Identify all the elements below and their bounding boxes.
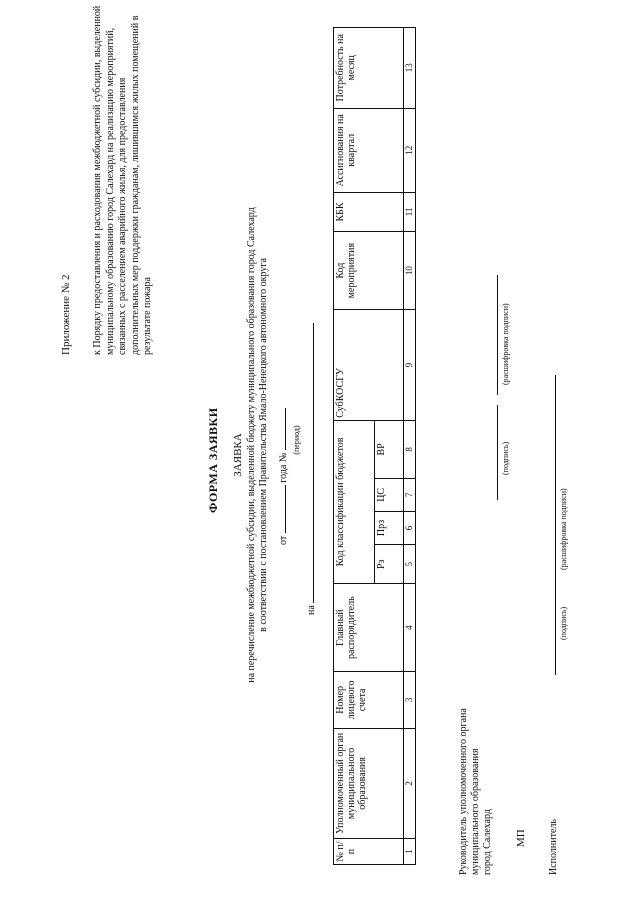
executor-label: Исполнитель (548, 819, 559, 875)
col-number: 11 (404, 192, 416, 231)
head-decode-line (497, 275, 498, 395)
header-prz: Прз (375, 511, 404, 545)
table-number-row (404, 28, 416, 865)
col-number: 13 (404, 28, 416, 109)
col-number: 4 (404, 584, 416, 672)
col-number: 6 (404, 511, 416, 545)
year-label: года № (278, 452, 289, 483)
date-blank (275, 485, 286, 533)
executor-signature-line (555, 565, 556, 675)
period-blank (303, 323, 314, 603)
form-title: ФОРМА ЗАЯВКИ (206, 407, 220, 513)
table-header-row (334, 28, 375, 865)
head-sign-caption: (подпись) (501, 441, 510, 475)
head-signature-line (497, 405, 498, 500)
head-title-line-3: город Салехард (482, 809, 493, 875)
head-title-line-2: муниципального образования (470, 748, 481, 875)
col-number: 7 (404, 479, 416, 511)
appendix-text: к Порядку предоставления и расходования межбюджетной субсидии, выделенной муниципальному образованию город Салехард на реализацию мероприятий, связанных с расселением аварийного жилья, для предоставления дополнительных мер поддержки гражданам, лишившимся жилых помещений в результате пожара (92, 5, 153, 355)
purpose-line-1: на перечисление межбюджетной субсидии, выделенной бюджету муниципального образования город Салехард (246, 207, 257, 683)
date-prefix: от (278, 535, 289, 545)
appendix-title: Приложение № 2 (60, 274, 72, 355)
header-num: № п/п (334, 839, 404, 865)
header-manager: Главный распорядитель (334, 584, 404, 672)
head-title-line-1: Руководитель уполномоченного органа (458, 708, 469, 875)
header-kbk: КБК (334, 192, 404, 231)
date-line (275, 408, 289, 545)
header-vr: ВР (375, 420, 404, 478)
period-caption: (период) (292, 425, 301, 455)
head-decode-caption: (расшифровка подписи) (501, 303, 510, 385)
request-table (333, 27, 416, 865)
header-rz: Рз (375, 545, 404, 584)
header-assignments: Ассигнования на квартал (334, 108, 404, 192)
header-account: Номер лицевого счета (334, 672, 404, 729)
executor-decode-caption: (расшифровка подписи) (559, 488, 568, 570)
col-number: 9 (404, 310, 416, 420)
purpose-line-2: в соответствии с постановлением Правительства Ямало-Ненецкого автономного округа (258, 258, 269, 632)
head-signature-block (458, 615, 494, 875)
number-blank (275, 408, 286, 450)
header-event-code: Код мероприятия (334, 231, 404, 309)
col-number: 10 (404, 231, 416, 309)
header-authority: Уполномоченный орган муниципального образования (334, 728, 404, 838)
col-number: 1 (404, 839, 416, 865)
na-label: на (306, 605, 317, 615)
request-title: ЗАЯВКА (232, 433, 244, 477)
col-number: 2 (404, 728, 416, 838)
executor-decode-line (555, 375, 556, 575)
header-subkosgu: СубКОСГУ (334, 310, 404, 420)
period-line (303, 323, 317, 615)
col-number: 12 (404, 108, 416, 192)
header-need: Потребность на месяц (334, 28, 404, 109)
col-number: 8 (404, 420, 416, 478)
header-budget-code: Код классификации бюджетов (334, 420, 375, 584)
seal-mark: МП (515, 829, 527, 847)
col-number: 5 (404, 545, 416, 584)
col-number: 3 (404, 672, 416, 729)
header-cs: ЦС (375, 479, 404, 511)
executor-sign-caption: (подпись) (559, 606, 568, 640)
